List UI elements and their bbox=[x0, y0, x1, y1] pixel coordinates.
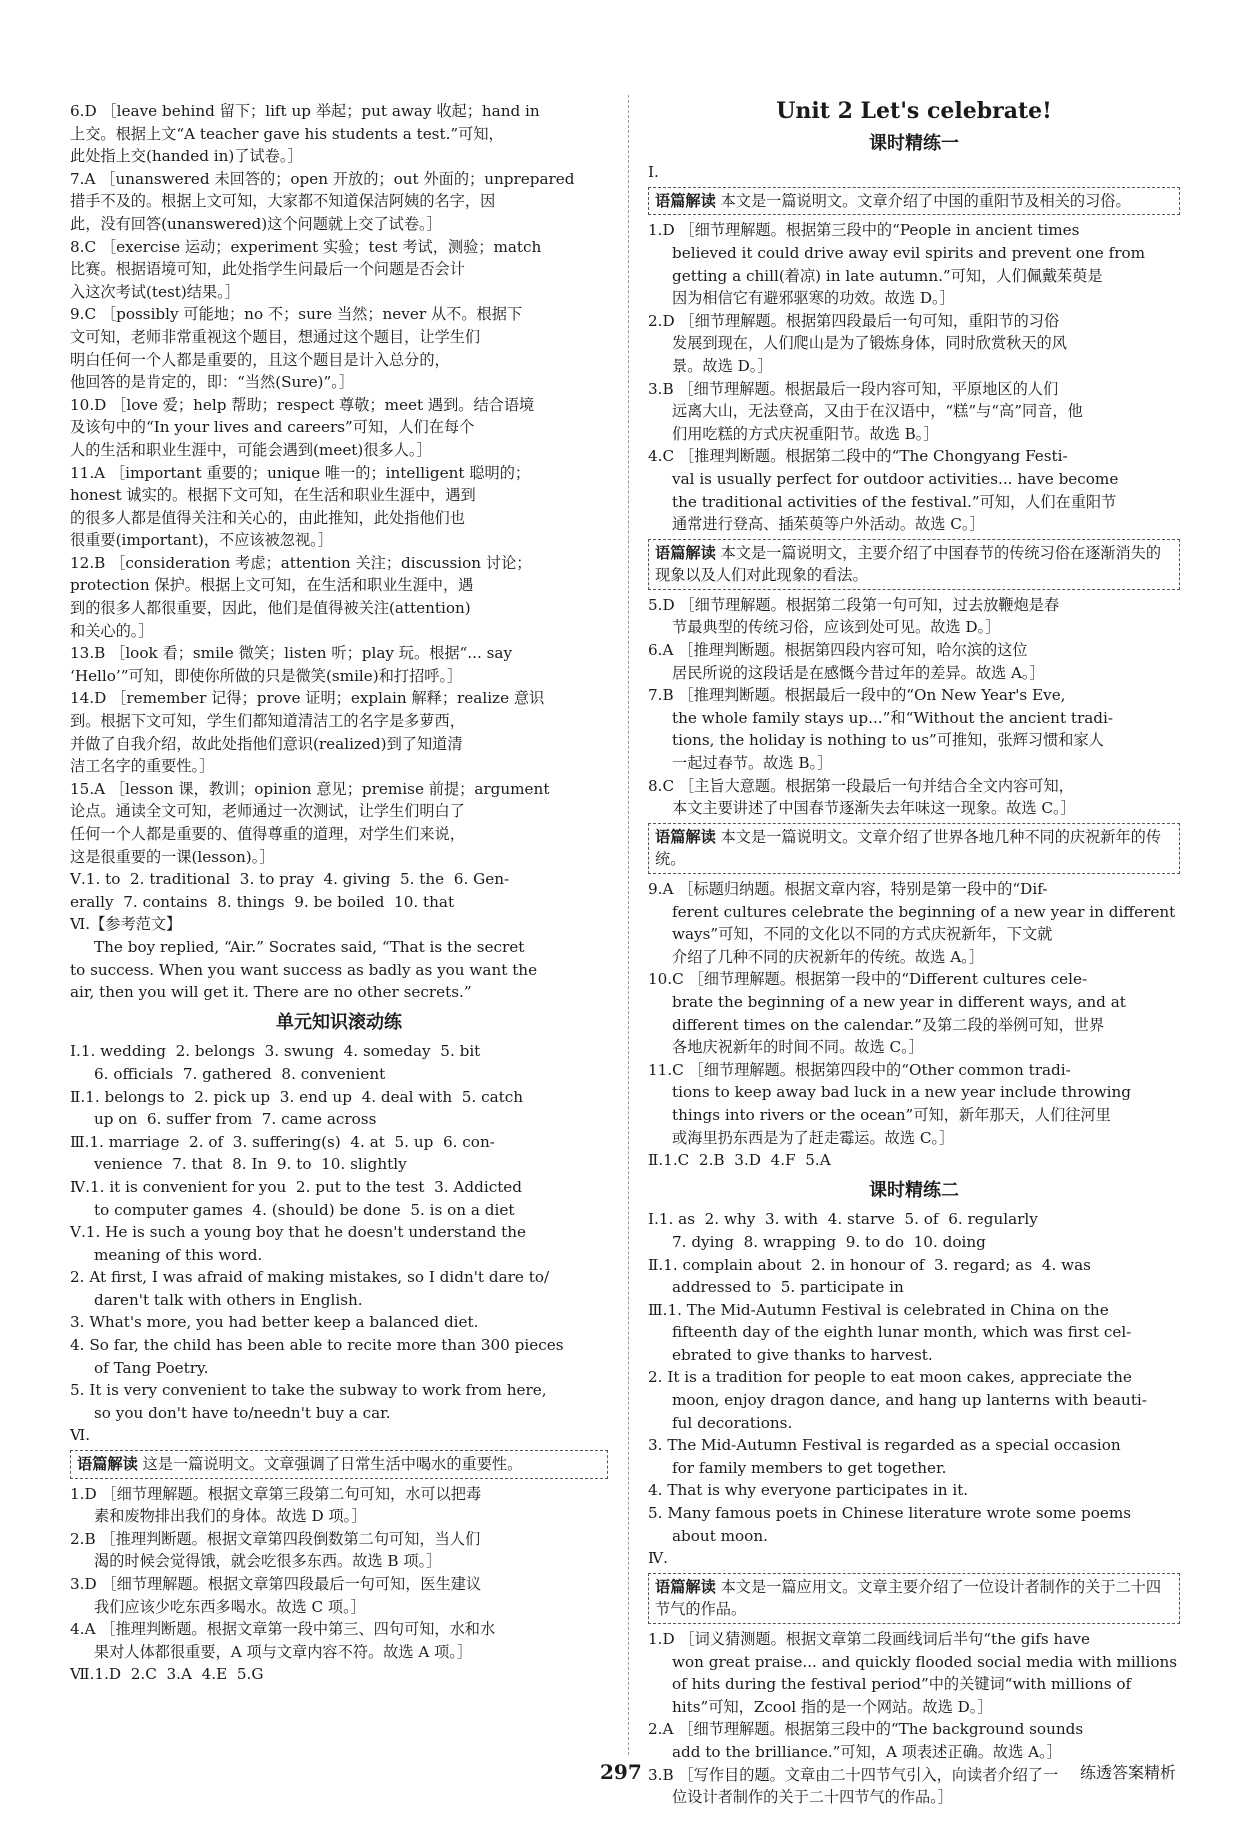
answer-line: so you don't have to/needn't buy a car. bbox=[94, 1403, 391, 1422]
unit-title: Unit 2 Let's celebrate! bbox=[776, 98, 1052, 124]
answer-line: 到的很多人都很重要，因此，他们是值得被关注(attention) bbox=[70, 599, 471, 618]
answer-line: moon, enjoy dragon dance, and hang up lanterns with beauti- bbox=[672, 1391, 1147, 1410]
passage-summary-tag: 语篇解读 bbox=[655, 191, 716, 210]
answer-line: ‘Hello’”可知，即使你所做的只是微笑(smile)和打招呼。］ bbox=[70, 666, 463, 685]
answer-line: 2.D ［细节理解题。根据第四段最后一句可知，重阳节的习俗 bbox=[648, 311, 1060, 330]
page-number: 297 bbox=[600, 1760, 642, 1784]
answer-line: 12.B ［consideration 考虑；attention 关注；discussion 讨论； bbox=[70, 553, 532, 572]
answer-line: 11.C ［细节理解题。根据第四段中的“Other common tradi- bbox=[648, 1060, 1071, 1079]
answer-line: of Tang Poetry. bbox=[94, 1358, 209, 1377]
answer-line: honest 诚实的。根据下文可知，在生活和职业生涯中，遇到 bbox=[70, 486, 476, 505]
answer-line: Ⅲ.1. The Mid-Autumn Festival is celebrated in China on the bbox=[648, 1300, 1109, 1319]
answer-line: Ⅲ.1. marriage 2. of 3. suffering(s) 4. at 5. up 6. con- bbox=[70, 1132, 495, 1151]
answer-line: Ⅶ.1.D 2.C 3.A 4.E 5.G bbox=[70, 1665, 264, 1684]
answer-line: 果对人体都很重要，A 项与文章内容不符。故选 A 项。］ bbox=[94, 1642, 473, 1661]
answer-line: 4. That is why everyone participates in it. bbox=[648, 1481, 969, 1500]
passage-summary-tag: 语篇解读 bbox=[655, 1577, 716, 1596]
answer-line: The boy replied, “Air.” Socrates said, “That is the secret bbox=[94, 937, 525, 956]
answer-line: 素和废物排出我们的身体。故选 D 项。］ bbox=[94, 1507, 367, 1526]
answer-line: 2.A ［细节理解题。根据第三段中的“The background sounds bbox=[648, 1720, 1084, 1739]
answer-line: to computer games 4. (should) be done 5. is on a diet bbox=[94, 1200, 515, 1219]
answer-line: 2. At first, I was afraid of making mistakes, so I didn't dare to/ bbox=[70, 1268, 550, 1287]
answer-line: Ⅱ.1. belongs to 2. pick up 3. end up 4. deal with 5. catch bbox=[70, 1087, 524, 1106]
answer-line: 3. What's more, you had better keep a balanced diet. bbox=[70, 1313, 479, 1332]
answer-line: of hits during the festival period”中的关键词“with millions of bbox=[672, 1675, 1132, 1694]
passage-summary-text: 本文是一篇说明文。文章介绍了中国的重阳节及相关的习俗。 bbox=[715, 191, 1131, 210]
answer-line: Ⅳ. bbox=[648, 1549, 669, 1568]
answer-line: 渴的时候会觉得饿，就会吃很多东西。故选 B 项。］ bbox=[94, 1552, 442, 1571]
answer-line: 3. The Mid-Autumn Festival is regarded as a special occasion bbox=[648, 1436, 1121, 1455]
left-column bbox=[70, 100, 608, 1686]
passage-summary-text: 这是一篇说明文。文章强调了日常生活中喝水的重要性。 bbox=[137, 1455, 523, 1474]
answer-line: air, then you will get it. There are no other secrets.” bbox=[70, 983, 472, 1002]
answer-line: 6.A ［推理判断题。根据第四段内容可知，哈尔滨的这位 bbox=[648, 641, 1028, 660]
answer-line: brate the beginning of a new year in different ways, and at bbox=[672, 992, 1126, 1011]
answer-line: 节最典型的传统习俗，应该到处可见。故选 D。］ bbox=[672, 618, 1001, 637]
answer-line: 此处指上交(handed in)了试卷。］ bbox=[70, 147, 303, 166]
answer-line: 4.C ［推理判断题。根据第二段中的“The Chongyang Festi- bbox=[648, 447, 1068, 466]
answer-line: 入这次考试(test)结果。］ bbox=[70, 282, 240, 301]
answer-line: Ⅰ. bbox=[648, 163, 659, 182]
answer-line: add to the brilliance.”可知，A 项表述正确。故选 A。］ bbox=[672, 1742, 1062, 1761]
answer-line: 景。故选 D。］ bbox=[672, 356, 773, 375]
passage-summary-text: 本文是一篇说明文。文章介绍了世界各地几种不同的庆祝新年的传统。 bbox=[655, 827, 1162, 869]
answer-line: 并做了自我介绍，故此处指他们意识(realized)到了知道清 bbox=[70, 734, 463, 753]
answer-line: 任何一个人都是重要的、值得尊重的道理，对学生们来说， bbox=[70, 825, 465, 843]
answer-line: Ⅱ.1.C 2.B 3.D 4.F 5.A bbox=[648, 1151, 831, 1170]
answer-line: addressed to 5. participate in bbox=[672, 1278, 904, 1297]
column-divider bbox=[628, 95, 629, 1755]
passage-summary-text: 本文是一篇应用文。文章主要介绍了一位设计者制作的关于二十四节气的作品。 bbox=[655, 1577, 1162, 1619]
answer-line: the traditional activities of the festival.”可知，人们在重阳节 bbox=[672, 492, 1117, 511]
answer-line: 人的生活和职业生涯中，可能会遇到(meet)很多人。］ bbox=[70, 440, 432, 459]
passage-summary-box bbox=[648, 539, 1180, 590]
answer-line: 2.B ［推理判断题。根据文章第四段倒数第二句可知，当人们 bbox=[70, 1529, 481, 1548]
answer-line: ferent cultures celebrate the beginning of a new year in different bbox=[672, 902, 1176, 921]
right-column bbox=[648, 100, 1180, 1809]
answer-line: 4.A ［推理判断题。根据文章第一段中第三、四句可知，水和水 bbox=[70, 1620, 496, 1639]
answer-line: tions, the holiday is nothing to us”可推知，张辉习惯和家人 bbox=[672, 731, 1104, 750]
answer-line: 因为相信它有避邪驱寒的功效。故选 D。］ bbox=[672, 289, 955, 308]
answer-line: 远离大山，无法登高，又由于在汉语中，“糕”与“高”同音，他 bbox=[672, 402, 1083, 421]
answer-line: protection 保护。根据上文可知，在生活和职业生涯中，遇 bbox=[70, 576, 474, 595]
answer-line: 3.D ［细节理解题。根据文章第四段最后一句可知，医生建议 bbox=[70, 1575, 482, 1593]
answer-line: 居民所说的这段话是在感慨今昔过年的差异。故选 A。］ bbox=[672, 663, 1045, 682]
passage-summary-box bbox=[648, 1573, 1180, 1624]
answer-line: 及该句中的“In your lives and careers”可知，人们在每个 bbox=[70, 418, 475, 437]
answer-line: 介绍了几种不同的庆祝新年的传统。故选 A。］ bbox=[672, 947, 984, 966]
answer-line: 6. officials 7. gathered 8. convenient bbox=[94, 1064, 386, 1083]
answer-line: Ⅴ.1. He is such a young boy that he doesn't understand the bbox=[70, 1223, 527, 1242]
answer-line: 13.B ［look 看；smile 微笑；listen 听；play 玩。根据“... say bbox=[70, 644, 513, 663]
answer-line: getting a chill(着凉) in late autumn.”可知，人们佩戴茱萸是 bbox=[672, 266, 1103, 285]
answer-line: 上交。根据上文“A teacher gave his students a test.”可知， bbox=[70, 124, 504, 143]
answer-line: 一起过春节。故选 B。］ bbox=[672, 754, 833, 773]
answer-line: 洁工名字的重要性。］ bbox=[70, 757, 215, 776]
answer-line: 通常进行登高、插茱萸等户外活动。故选 C。］ bbox=[672, 515, 985, 534]
answer-line: won great praise... and quickly flooded social media with millions bbox=[672, 1652, 1178, 1671]
answer-line: Ⅵ.【参考范文】 bbox=[70, 915, 182, 934]
answer-line: 4. So far, the child has been able to recite more than 300 pieces bbox=[70, 1336, 564, 1355]
answer-line: ful decorations. bbox=[672, 1413, 793, 1432]
answer-line: 发展到现在，人们爬山是为了锻炼身体，同时欣赏秋天的风 bbox=[672, 334, 1067, 353]
answer-line: Ⅰ.1. wedding 2. belongs 3. swung 4. someday 5. bit bbox=[70, 1042, 481, 1061]
answer-line: Ⅵ. bbox=[70, 1426, 91, 1445]
answer-line: 很重要(important)，不应该被忽视。］ bbox=[70, 531, 333, 550]
answer-line: 本文主要讲述了中国春节逐渐失去年味这一现象。故选 C。］ bbox=[672, 799, 1076, 818]
answer-line: about moon. bbox=[672, 1526, 768, 1545]
answer-line: 5. It is very convenient to take the subway to work from here, bbox=[70, 1381, 547, 1400]
answer-line: ebrated to give thanks to harvest. bbox=[672, 1345, 933, 1364]
answer-line: for family members to get together. bbox=[672, 1458, 947, 1477]
answer-line: 和关心的。］ bbox=[70, 621, 154, 640]
passage-summary-tag: 语篇解读 bbox=[655, 827, 716, 846]
answer-line: 10.C ［细节理解题。根据第一段中的“Different cultures cele- bbox=[648, 970, 1088, 989]
answer-line: 文可知，老师非常重视这个题目，想通过这个题目，让学生们 bbox=[70, 327, 481, 346]
answer-line: 15.A ［lesson 课，教训；opinion 意见；premise 前提；argument bbox=[70, 779, 550, 798]
answer-line: up on 6. suffer from 7. came across bbox=[94, 1110, 377, 1129]
answer-line: 3.B ［细节理解题。根据最后一段内容可知，平原地区的人们 bbox=[648, 379, 1059, 398]
answer-line: Ⅱ.1. complain about 2. in honour of 3. regard; as 4. was bbox=[648, 1255, 1091, 1274]
answer-line: 14.D ［remember 记得；prove 证明；explain 解释；realize 意识 bbox=[70, 689, 545, 708]
answer-line: 1.D ［词义猜测题。根据文章第二段画线词后半句“the gifs have bbox=[648, 1630, 1090, 1648]
answer-line: 5. Many famous poets in Chinese literature wrote some poems bbox=[648, 1504, 1132, 1523]
answer-line: venience 7. that 8. In 9. to 10. slightly bbox=[94, 1155, 407, 1174]
answer-line: fifteenth day of the eighth lunar month, which was first cel- bbox=[672, 1323, 1132, 1342]
answer-line: 2. It is a tradition for people to eat moon cakes, appreciate the bbox=[648, 1368, 1132, 1387]
answer-line: 这是很重要的一课(lesson)。］ bbox=[70, 847, 275, 866]
answer-line: 各地庆祝新年的时间不同。故选 C。］ bbox=[672, 1038, 924, 1057]
answer-line: 们用吃糕的方式庆祝重阳节。故选 B。］ bbox=[672, 424, 939, 443]
section-heading: 单元知识滚动练 bbox=[276, 1011, 402, 1033]
answer-line: believed it could drive away evil spirits and prevent one from bbox=[672, 243, 1146, 262]
answer-line: Ⅳ.1. it is convenient for you 2. put to the test 3. Addicted bbox=[70, 1177, 523, 1196]
answer-line: hits”可知，Zcool 指的是一个网站。故选 D。］ bbox=[672, 1697, 993, 1716]
answer-line: 8.C ［主旨大意题。根据第一段最后一句并结合全文内容可知， bbox=[648, 776, 1074, 795]
answer-line: erally 7. contains 8. things 9. be boiled 10. that bbox=[70, 892, 455, 911]
answer-line: tions to keep away bad luck in a new year include throwing bbox=[672, 1083, 1131, 1102]
answer-line: meaning of this word. bbox=[94, 1245, 263, 1264]
answer-line: 此，没有回答(unanswered)这个问题就上交了试卷。］ bbox=[70, 214, 442, 233]
answer-line: 他回答的是肯定的，即：“当然(Sure)”。］ bbox=[70, 373, 355, 392]
answer-line: 7.B ［推理判断题。根据最后一段中的“On New Year's Eve, bbox=[648, 686, 1066, 705]
answer-line: 位设计者制作的关于二十四节气的作品。］ bbox=[672, 1788, 953, 1807]
passage-summary-box bbox=[70, 1450, 608, 1479]
answer-line: ways”可知，不同的文化以不同的方式庆祝新年，下文就 bbox=[672, 925, 1053, 944]
answer-line: 8.C ［exercise 运动；experiment 实验；test 考试，测验；match bbox=[70, 237, 542, 256]
answer-line: 比赛。根据语境可知，此处指学生问最后一个问题是否会计 bbox=[70, 260, 465, 279]
answer-line: val is usually perfect for outdoor activities... have become bbox=[672, 469, 1119, 488]
passage-summary-tag: 语篇解读 bbox=[77, 1455, 138, 1474]
answer-line: 3.B ［写作目的题。文章由二十四节气引入，向读者介绍了一 bbox=[648, 1765, 1059, 1784]
answer-line: 论点。通读全文可知，老师通过一次测试，让学生们明白了 bbox=[70, 802, 465, 821]
answer-line: 措手不及的。根据上文可知，大家都不知道保洁阿姨的名字，因 bbox=[70, 192, 496, 211]
answer-line: 或海里扔东西是为了赶走霉运。故选 C。］ bbox=[672, 1128, 955, 1147]
answer-line: to success. When you want success as badly as you want the bbox=[70, 960, 538, 979]
answer-line: 到。根据下文可知，学生们都知道清洁工的名字是多萝西， bbox=[70, 712, 465, 731]
answer-line: 7.A ［unanswered 未回答的；open 开放的；out 外面的；unprepared bbox=[70, 169, 575, 188]
answer-line: 6.D ［leave behind 留下；lift up 举起；put away 收起；hand in bbox=[70, 102, 540, 120]
answer-line: different times on the calendar.”及第二段的举例可知，世界 bbox=[672, 1015, 1105, 1034]
answer-line: Ⅰ.1. as 2. why 3. with 4. starve 5. of 6. regularly bbox=[648, 1210, 1038, 1229]
answer-line: things into rivers or the ocean”可知，新年那天，人们往河里 bbox=[672, 1105, 1111, 1124]
section-heading: 课时精练一 bbox=[869, 132, 959, 154]
answer-line: the whole family stays up...”和“Without the ancient tradi- bbox=[672, 708, 1114, 727]
answer-line: daren't talk with others in English. bbox=[94, 1290, 363, 1309]
answer-line: 我们应该少吃东西多喝水。故选 C 项。］ bbox=[94, 1597, 366, 1616]
answer-line: 9.A ［标题归纳题。根据文章内容，特别是第一段中的“Dif- bbox=[648, 880, 1048, 898]
answer-line: 11.A ［important 重要的；unique 唯一的；intelligent 聪明的； bbox=[70, 463, 531, 482]
answer-line: 1.D ［细节理解题。根据文章第三段第二句可知，水可以把毒 bbox=[70, 1484, 482, 1503]
footer-brand: 练透答案精析 bbox=[1079, 1763, 1176, 1782]
answer-line: 7. dying 8. wrapping 9. to do 10. doing bbox=[672, 1232, 986, 1251]
answer-line: 的很多人都是值得关注和关心的，由此推知，此处指他们也 bbox=[70, 508, 465, 527]
answer-line: 5.D ［细节理解题。根据第二段第一句可知，过去放鞭炮是春 bbox=[648, 595, 1060, 614]
answer-line: 9.C ［possibly 可能地；no 不；sure 当然；never 从不。根据下 bbox=[70, 305, 523, 324]
section-heading: 课时精练二 bbox=[869, 1179, 959, 1201]
passage-summary-box bbox=[648, 187, 1180, 216]
answer-line: 明白任何一个人都是重要的，且这个题目是计入总分的， bbox=[70, 350, 450, 369]
passage-summary-text: 本文是一篇说明文，主要介绍了中国春节的传统习俗在逐渐消失的现象以及人们对此现象的看法。 bbox=[655, 543, 1162, 585]
passage-summary-tag: 语篇解读 bbox=[655, 543, 716, 562]
answer-line: Ⅴ.1. to 2. traditional 3. to pray 4. giving 5. the 6. Gen- bbox=[70, 870, 510, 889]
passage-summary-box bbox=[648, 823, 1180, 874]
answer-line: 1.D ［细节理解题。根据第三段中的“People in ancient times bbox=[648, 221, 1080, 240]
answer-line: 10.D ［love 爱；help 帮助；respect 尊敬；meet 遇到。结合语境 bbox=[70, 395, 535, 414]
